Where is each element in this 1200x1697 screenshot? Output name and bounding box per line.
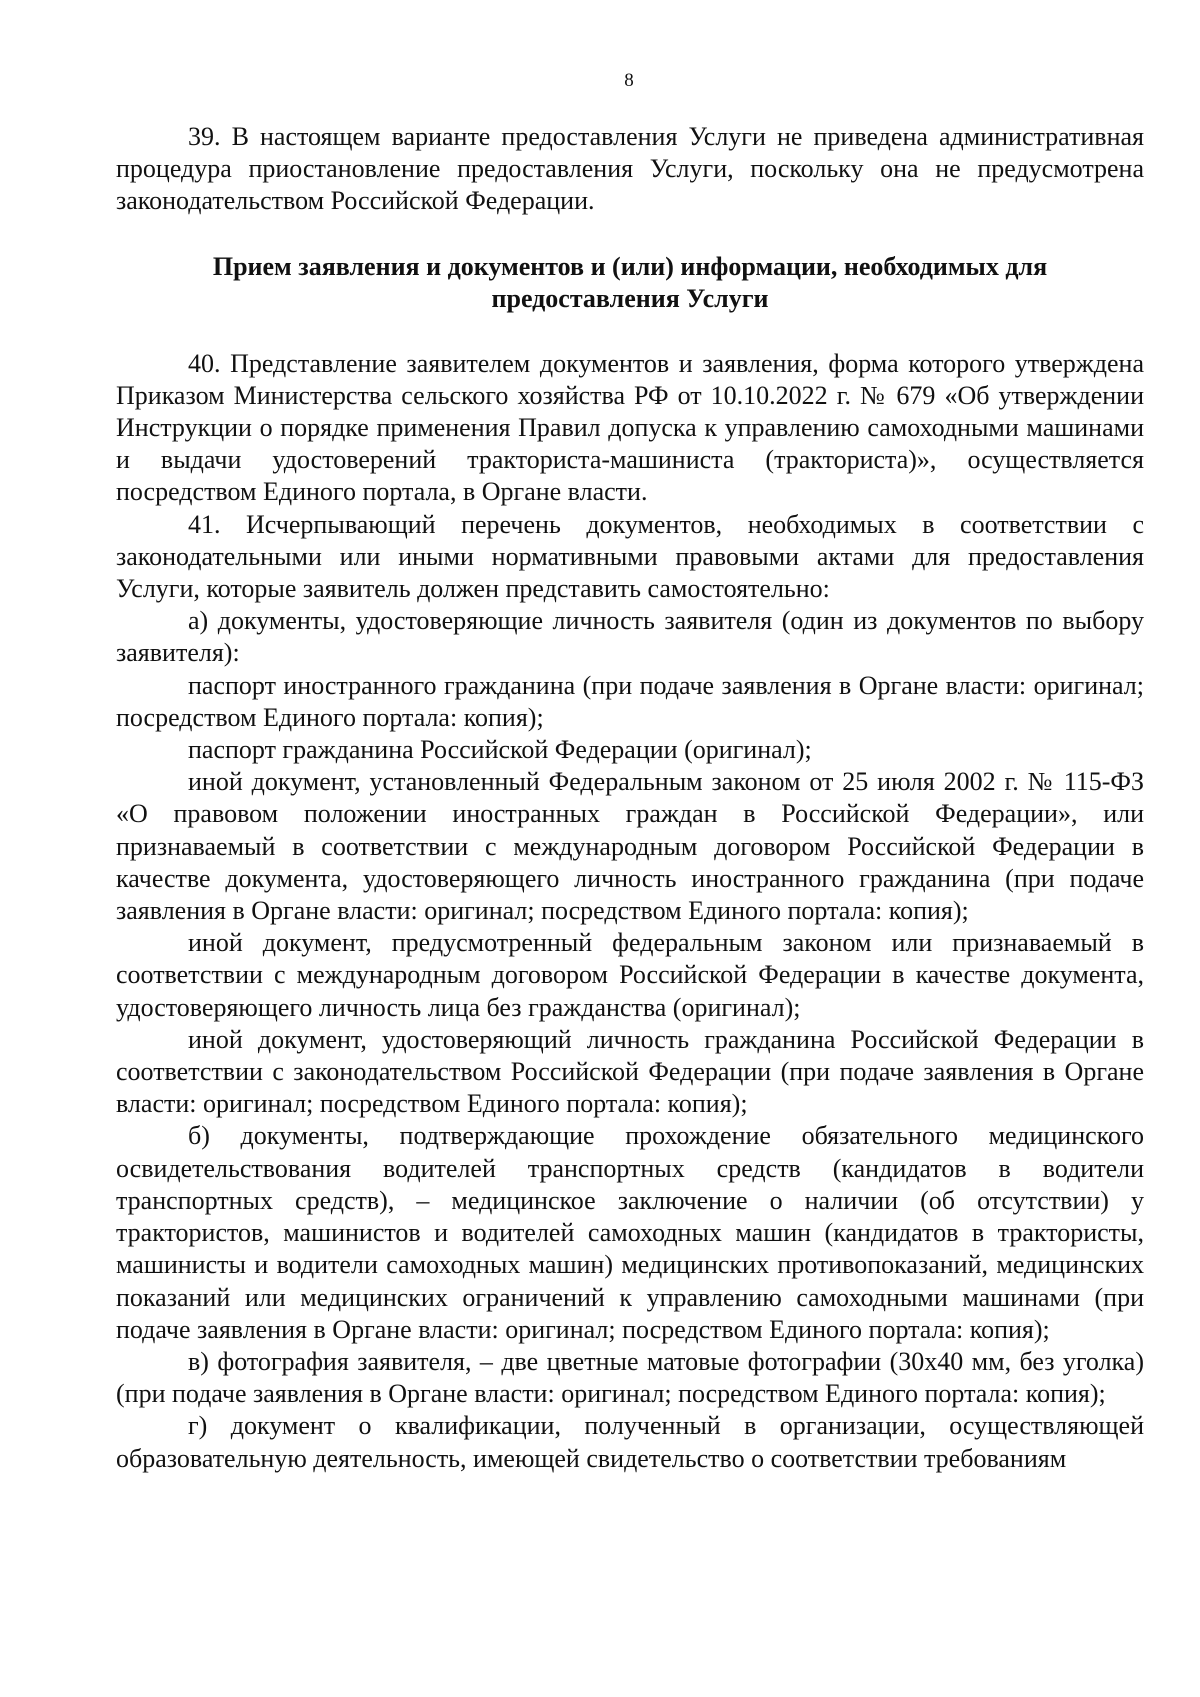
list-subitem-foreign-passport: паспорт иностранного гражданина (при подаче заявления в Органе власти: оригинал; посредством Единого портала: копия); — [116, 670, 1144, 732]
page-number: 8 — [624, 70, 634, 91]
list-subitem-rf-identity-document: иной документ, удостоверяющий личность гражданина Российской Федерации в соответствии с законодательством Российской Федерации (при подаче заявления в Органе власти: оригинал; посредством Единого портала: копия); — [116, 1024, 1144, 1119]
list-item-a: а) документы, удостоверяющие личность заявителя (один из документов по выбору заявителя): — [116, 606, 1144, 668]
list-subitem-rf-passport: паспорт гражданина Российской Федерации (оригинал); — [188, 735, 812, 765]
list-item-g: г) документ о квалификации, полученный в организации, осуществляющей образовательную деятельность, имеющей свидетельство о соответствии требованиям — [116, 1411, 1144, 1473]
list-item-v: в) фотография заявителя, – две цветные матовые фотографии (30x40 мм, без уголка) (при подаче заявления в Органе власти: оригинал; посредством Единого портала: копия); — [116, 1346, 1144, 1409]
paragraph-40: 40. Представление заявителем документов и заявления, форма которого утверждена Приказом Министерства сельского хозяйства РФ от 10.10.2022 г. № 679 «Об утверждении Инструкции о порядке применения Правил допуска к управлению самоходными машинами и выдачи удостоверений тракториста-машиниста (тракториста)», осуществляется посредством Единого портала, в Органе власти. — [116, 348, 1144, 507]
paragraph-41: 41. Исчерпывающий перечень документов, необходимых в соответствии с законодательными или иными нормативными правовыми актами для предоставления Услуги, которые заявитель должен представить самостоятельно: — [116, 509, 1144, 604]
paragraph-39: 39. В настоящем варианте предоставления Услуги не приведена административная процедура приостановление предоставления Услуги, поскольку она не предусмотрена законодательством Российской Федерации. — [116, 122, 1144, 216]
list-subitem-stateless-document: иной документ, предусмотренный федеральным законом или признаваемый в соответствии с международным договором Российской Федерации в качестве документа, удостоверяющего личность лица без гражданства (оригинал); — [116, 928, 1144, 1022]
list-subitem-other-document-115fz: иной документ, установленный Федеральным законом от 25 июля 2002 г. № 115-ФЗ «О правовом положении иностранных граждан в Российской Федерации», или признаваемый в соответствии с международным договором Российской Федерации в качестве документа, удостоверяющего личность иностранного гражданина (при подаче заявления в Органе власти: оригинал; посредством Единого портала: копия); — [116, 767, 1144, 926]
document-body — [116, 121, 1144, 1475]
section-heading: Прием заявления и документов и (или) информации, необходимых для предоставления Услуги — [212, 251, 1048, 313]
list-item-b: б) документы, подтверждающие прохождение обязательного медицинского освидетельствования водителей транспортных средств (кандидатов в водители транспортных средств), – медицинское заключение о наличии (об отсутствии) у трактористов, машинистов и водителей самоходных машин (кандидатов в трактористы, машинисты и водители самоходных машин) медицинских противопоказаний, медицинских показаний или медицинских ограничений к управлению самоходными машинами (при подаче заявления в Органе власти: оригинал; посредством Единого портала: копия); — [116, 1121, 1144, 1344]
